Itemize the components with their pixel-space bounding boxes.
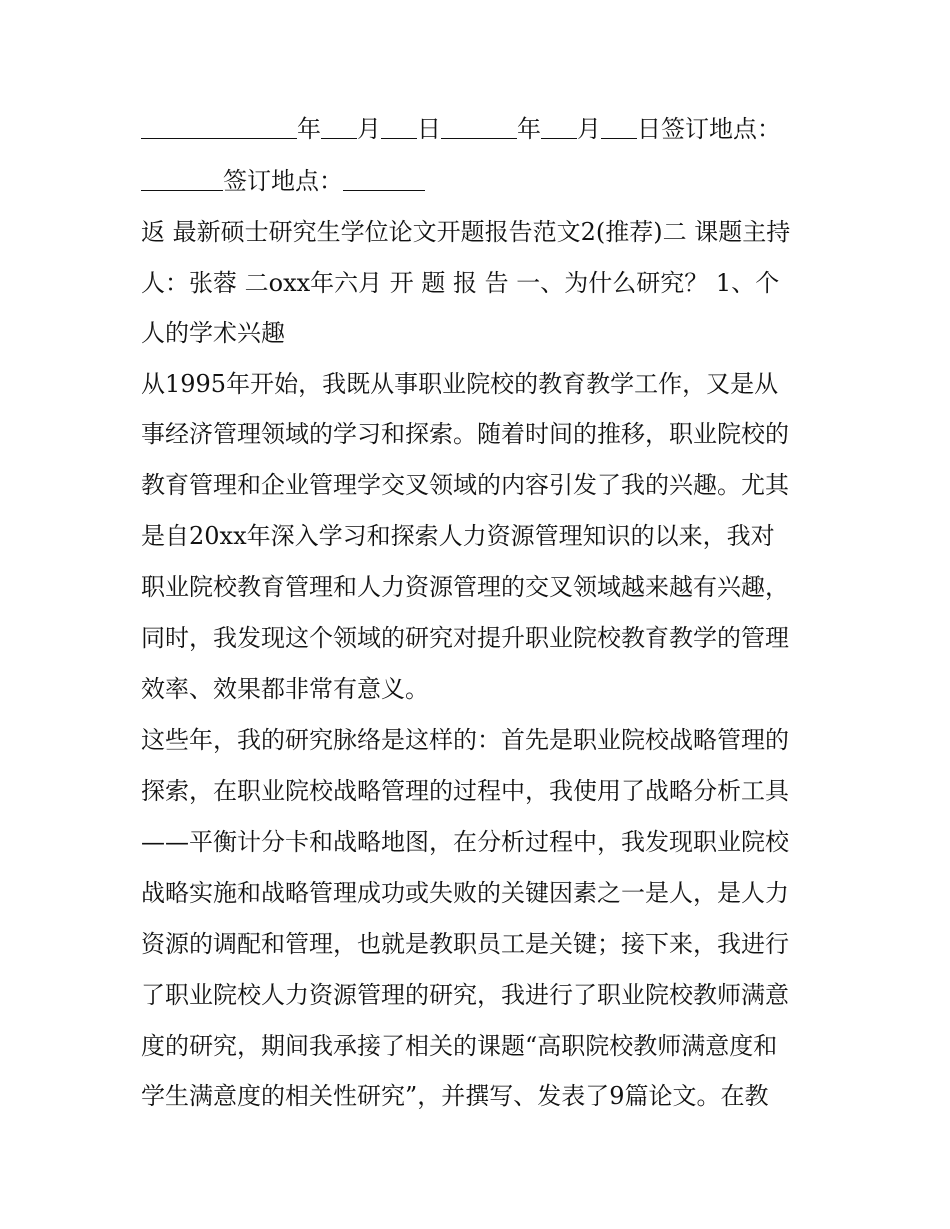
blank-field[interactable] [441, 116, 517, 139]
text-line: 职业院校教育管理和人力资源管理的交叉领域越来越有兴趣， [141, 573, 789, 601]
year-label: 年 [517, 115, 541, 143]
text-line: 度的研究，期间我承接了相关的课题“高职院校教师满意度和 [141, 1032, 778, 1060]
blank-field[interactable] [601, 116, 637, 139]
text-line: ——平衡计分卡和战略地图，在分析过程中，我发现职业院校 [141, 828, 789, 856]
blank-field[interactable] [541, 116, 577, 139]
signing-place-row [141, 166, 821, 196]
text-line: 资源的调配和管理，也就是教职员工是关键；接下来，我进行 [141, 930, 789, 958]
month-label: 月 [357, 115, 381, 143]
text-line: 这些年，我的研究脉络是这样的：首先是职业院校战略管理的 [141, 726, 789, 754]
text-line: 了职业院校人力资源管理的研究，我进行了职业院校教师满意 [141, 981, 789, 1009]
text-line: 教育管理和企业管理学交叉领域的内容引发了我的兴趣。尤其 [141, 471, 789, 499]
blank-field[interactable] [321, 116, 357, 139]
blank-field[interactable] [381, 116, 417, 139]
text-line: 是自20xx年深入学习和探索人力资源管理知识的以来，我对 [141, 522, 775, 550]
signing-place-label: 签订地点： [223, 167, 343, 195]
signing-date-row [141, 114, 821, 144]
day-signing-place-label: 日签订地点： [637, 115, 781, 143]
text-line: 学生满意度的相关性研究”，并撰写、发表了9篇论文。在教 [141, 1082, 769, 1110]
day-label: 日 [417, 115, 441, 143]
text-line: 人的学术兴趣 [141, 319, 285, 347]
month-label: 月 [577, 115, 601, 143]
text-line: 战略实施和战略管理成功或失败的关键因素之一是人，是人力 [141, 879, 789, 907]
year-label: 年 [297, 115, 321, 143]
blank-field[interactable] [343, 168, 425, 191]
blank-field[interactable] [141, 168, 223, 191]
text-line: 效率、效果都非常有意义。 [141, 675, 429, 703]
text-line: 人：张蓉 二oxx年六月 开 题 报 告 一、为什么研究？ 1、个 [141, 269, 780, 297]
text-line: 返 最新硕士研究生学位论文开题报告范文2(推荐)二 课题主持 [141, 218, 791, 246]
text-line: 从1995年开始，我既从事职业院校的教育教学工作，又是从 [141, 370, 779, 398]
text-line: 同时，我发现这个领域的研究对提升职业院校教育教学的管理 [141, 624, 789, 652]
text-line: 探索，在职业院校战略管理的过程中，我使用了战略分析工具 [141, 777, 789, 805]
blank-field[interactable] [141, 116, 297, 139]
text-line: 事经济管理领域的学习和探索。随着时间的推移，职业院校的 [141, 420, 789, 448]
